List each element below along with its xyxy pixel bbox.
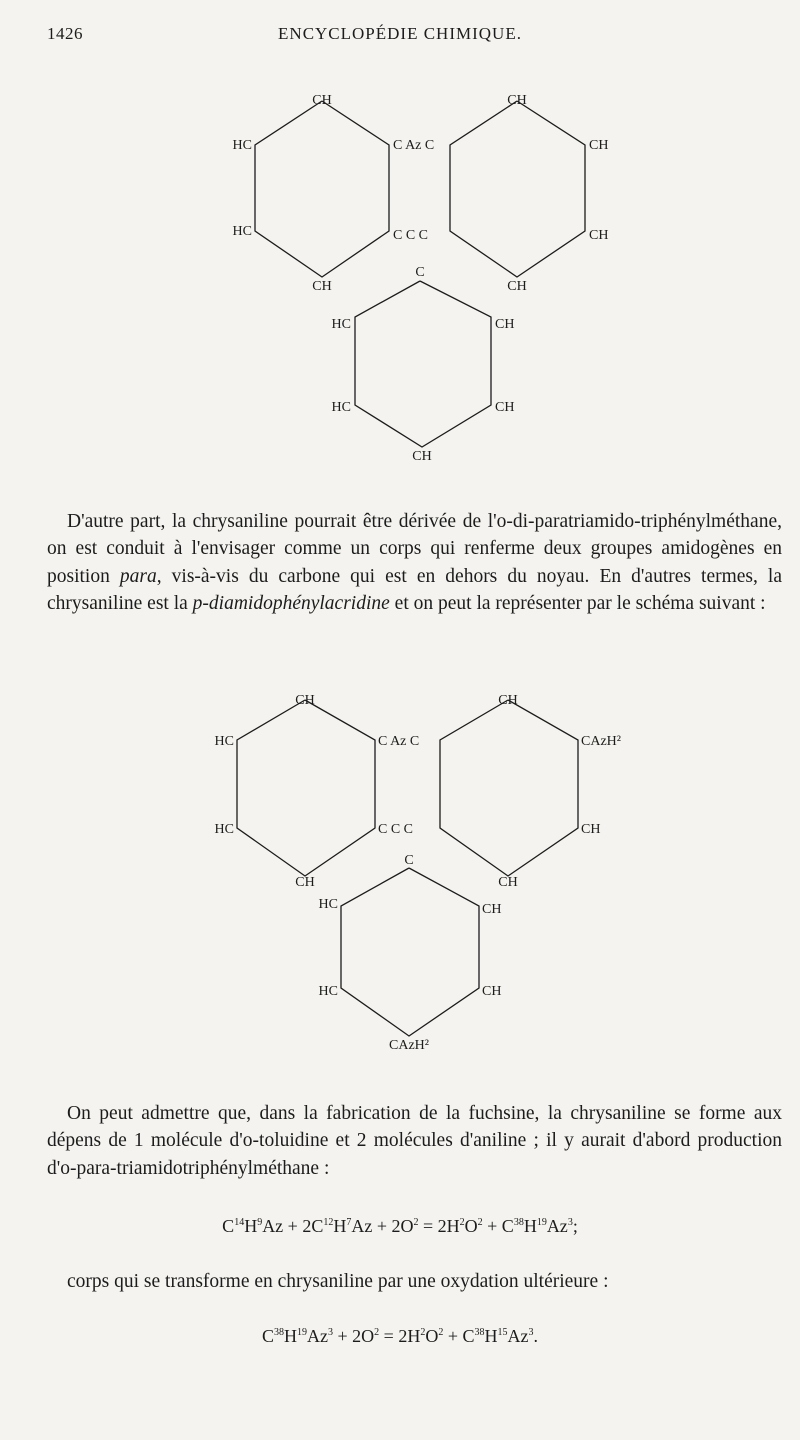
formula-subscript: 2 xyxy=(413,1217,419,1228)
atom-label: CH xyxy=(589,138,609,153)
atom-label: HC xyxy=(214,734,234,749)
paragraph-fuchsine-fabrication xyxy=(47,1100,782,1182)
atom-label: CH xyxy=(498,693,518,708)
formula-subscript: 2 xyxy=(477,1217,483,1228)
atom-label: CAzH² xyxy=(581,734,621,749)
formula-term: Az xyxy=(546,1216,568,1236)
formula-term: H xyxy=(244,1216,258,1236)
page-number: 1426 xyxy=(47,24,83,43)
structural-formula-1 xyxy=(0,0,800,470)
paragraph-text: On peut admettre que, dans la fabrication de la fuchsine, la chrysaniline se forme aux dépens de 1 molécule d'o-toluidine et 2 molécules d'aniline ; il y aurait d'abord production d'o-para-triamidotriphénylméthane : xyxy=(47,1103,782,1179)
atom-label: C Az C xyxy=(378,734,420,749)
formula-term: = 2H xyxy=(379,1326,421,1346)
atom-label: HC xyxy=(331,400,351,415)
atom-label: CH xyxy=(312,93,332,108)
atom-label: HC xyxy=(331,317,351,332)
formula-term: Az + 2O xyxy=(351,1216,414,1236)
text-run: et on peut la représenter par le schéma suivant : xyxy=(389,592,766,614)
running-header: ENCYCLOPÉDIE CHIMIQUE. xyxy=(278,24,522,43)
formula-subscript: 19 xyxy=(536,1217,547,1228)
atom-label: CH xyxy=(495,317,515,332)
atom-label: CH xyxy=(295,693,315,708)
paragraph-chrysaniline-derivation xyxy=(47,508,782,617)
formula-subscript: 12 xyxy=(323,1217,334,1228)
atom-label: HC xyxy=(318,984,338,999)
atom-label: CH xyxy=(498,875,518,890)
equation-oxidation xyxy=(0,1326,800,1347)
atom-label: CH xyxy=(507,279,527,294)
paragraph-oxidation xyxy=(47,1268,782,1295)
formula-term: C xyxy=(262,1326,275,1346)
atom-label: HC xyxy=(232,224,252,239)
atom-label: C C C xyxy=(393,228,429,243)
atom-label: CH xyxy=(507,93,527,108)
formula-subscript: 38 xyxy=(513,1217,524,1228)
formula-term: C xyxy=(222,1216,235,1236)
formula-subscript: 7 xyxy=(346,1217,352,1228)
atom-label: CH xyxy=(589,228,609,243)
formula-subscript: 3 xyxy=(528,1327,534,1338)
formula-term: O xyxy=(464,1216,478,1236)
formula-subscript: 2 xyxy=(459,1217,465,1228)
formula-subscript: 2 xyxy=(438,1327,444,1338)
formula-subscript: 2 xyxy=(420,1327,426,1338)
atom-label: HC xyxy=(232,138,252,153)
atom-label: CH xyxy=(581,822,601,837)
atom-label: CH xyxy=(482,902,502,917)
formula-subscript: 3 xyxy=(328,1327,334,1338)
atom-label: CH xyxy=(312,279,332,294)
formula-subscript: 14 xyxy=(234,1217,245,1228)
ring-bonds xyxy=(237,700,578,1036)
atom-label: C xyxy=(404,853,414,868)
formula-term: ; xyxy=(572,1216,578,1236)
atom-label: CH xyxy=(495,400,515,415)
atom-label: HC xyxy=(214,822,234,837)
formula-subscript: 15 xyxy=(497,1327,508,1338)
atom-label: CH xyxy=(295,875,315,890)
formula-subscript: 9 xyxy=(257,1217,263,1228)
atom-label: C C C xyxy=(378,822,414,837)
formula-term: . xyxy=(533,1326,538,1346)
atom-label: CAzH² xyxy=(389,1038,429,1053)
formula-term: Az xyxy=(307,1326,329,1346)
formula-term: H xyxy=(523,1216,537,1236)
formula-term: = 2H xyxy=(418,1216,460,1236)
emphasis-compound-name: p-diamidophénylacridine xyxy=(192,592,390,614)
formula-subscript: 3 xyxy=(567,1217,573,1228)
paragraph-text: corps qui se transforme en chrysaniline par une oxydation ultérieure : xyxy=(67,1271,609,1292)
formula-subscript: 38 xyxy=(274,1327,285,1338)
formula-subscript: 19 xyxy=(297,1327,308,1338)
atom-label: C Az C xyxy=(393,138,435,153)
formula-term: + C xyxy=(443,1326,475,1346)
formula-term: H xyxy=(333,1216,347,1236)
formula-term: + 2O xyxy=(333,1326,375,1346)
formula-subscript: 38 xyxy=(474,1327,485,1338)
formula-term: H xyxy=(284,1326,298,1346)
structural-formula-2 xyxy=(0,668,800,1068)
formula-term: H xyxy=(484,1326,498,1346)
atom-label: HC xyxy=(318,897,338,912)
formula-term: Az xyxy=(507,1326,529,1346)
formula-term: Az + 2C xyxy=(262,1216,324,1236)
formula-term: O xyxy=(425,1326,439,1346)
equation-triamidotriphenylmethane xyxy=(0,1216,800,1237)
atom-label: CH xyxy=(412,449,432,464)
formula-subscript: 2 xyxy=(374,1327,380,1338)
text-run: , vis-à-vis du carbone qui est en dehors du noyau. En d'autres termes, la chrysaniline est la xyxy=(47,565,782,614)
text-run: D'autre part, la chrysaniline pourrait être dérivée de l'o-di-paratriamido-triphénylméthane, on est conduit à l'envisager comme un corps qui renferme deux groupes amidogènes en position xyxy=(47,511,782,587)
formula-term: + C xyxy=(482,1216,514,1236)
atom-label: C xyxy=(415,265,425,280)
emphasis-para: para xyxy=(119,565,157,587)
atom-label: CH xyxy=(482,984,502,999)
